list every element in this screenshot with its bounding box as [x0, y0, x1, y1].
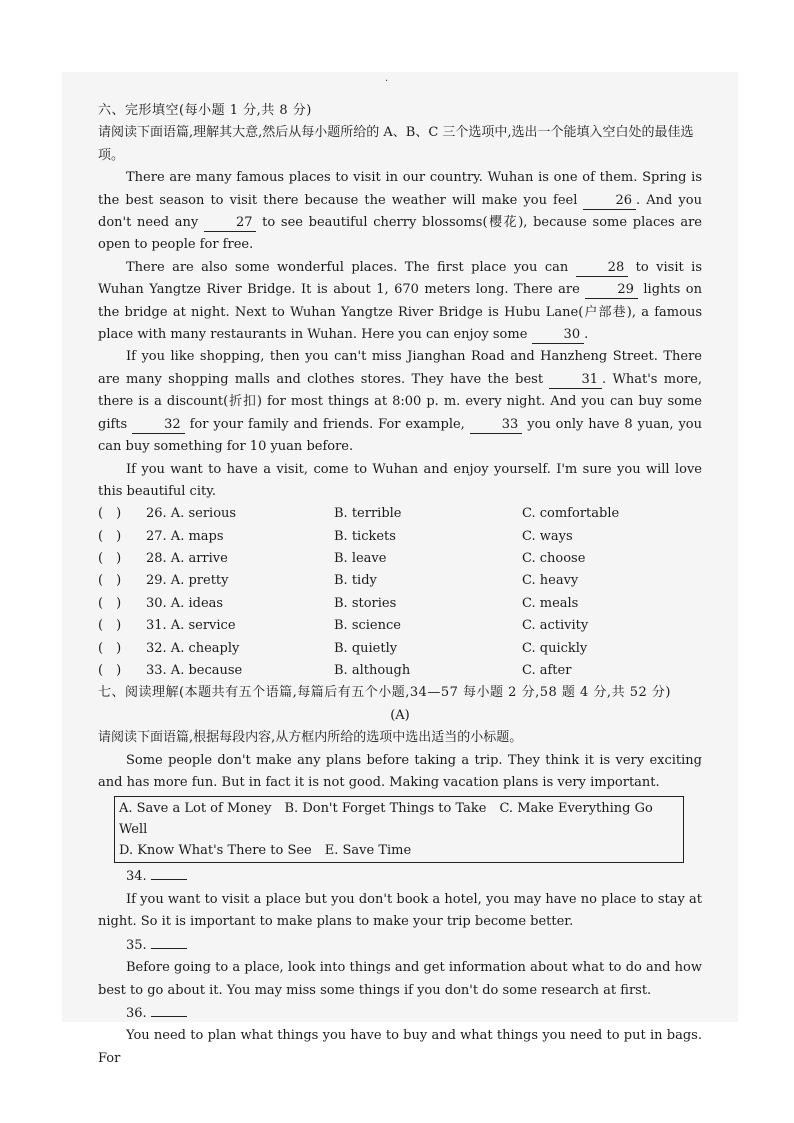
option-a: 33. A. because — [146, 663, 243, 679]
p3-text-1: If you like shopping, then you can't miss Jianghan Road and Hanzheng Street. There are many shopping malls and clothes stores. They have the best — [98, 349, 702, 387]
option-a: 29. A. pretty — [146, 573, 229, 589]
p3-text-4: you only have 8 yuan, you can buy something for 10 yuan before. — [98, 416, 702, 455]
option-row — [98, 593, 702, 615]
blank-32: 32 — [132, 417, 185, 434]
blank-26: 26 — [583, 193, 636, 210]
p1-text-1: There are many famous places to visit in our country. Wuhan is one of them. Spring is the best season to visit there because the weather will make you feel — [98, 170, 702, 208]
option-a: 28. A. arrive — [146, 551, 228, 567]
question-34 — [98, 865, 702, 888]
p1-text-3: to see beautiful cherry blossoms(樱花), because some places are open to people for free. — [98, 215, 702, 253]
answer-paren[interactable]: ( ) — [98, 551, 122, 567]
section6-title: 六、完形填空(每小题 1 分,共 8 分) — [98, 103, 312, 118]
option-row — [98, 570, 702, 592]
top-dot: · — [385, 76, 389, 87]
answer-paren[interactable]: ( ) — [98, 663, 122, 679]
option-b: B. although — [334, 663, 411, 679]
question-36-number: 36. — [126, 1005, 147, 1021]
answer-blank-34[interactable] — [151, 865, 187, 880]
option-c: C. ways — [522, 528, 573, 544]
answer-blank-36[interactable] — [151, 1002, 187, 1017]
p2-text-1: There are also some wonderful places. The first place you can — [126, 259, 569, 275]
option-a: 32. A. cheaply — [146, 640, 240, 656]
option-a: 26. A. serious — [146, 506, 237, 522]
p2-text-4: . — [584, 327, 589, 343]
section7-title: 七、阅读理解(本题共有五个语篇,每篇后有五个小题,34—57 每小题 2 分,58 题 4 分,共 52 分) — [98, 685, 671, 701]
option-a: 27. A. maps — [146, 528, 224, 544]
option-c: C. activity — [522, 618, 589, 634]
option-c: C. meals — [522, 595, 579, 611]
box-line-2: D. Know What's There to See E. Save Time — [119, 843, 412, 859]
p3-text-3: for your family and friends. For example, — [189, 416, 465, 432]
answer-paren[interactable]: ( ) — [98, 573, 122, 589]
option-row — [98, 638, 702, 660]
option-row — [98, 503, 702, 525]
answer-paren[interactable]: ( ) — [98, 640, 122, 656]
p1-text-2: . And you don't need any — [98, 192, 702, 231]
blank-30: 30 — [532, 327, 585, 344]
p2-text-2: to visit is Wuhan Yangtze River Bridge. It is about 1, 670 meters long. There are — [98, 259, 702, 298]
box-line-1: A. Save a Lot of Money B. Don't Forget Things to Take C. Make Everything Go Well — [119, 801, 653, 838]
blank-27: 27 — [204, 215, 257, 232]
exam-content — [98, 100, 702, 1070]
paragraph-35: Before going to a place, look into things and get information about what to do and how best to go about it. You may miss some things if you don't do some research at first. — [98, 960, 702, 998]
option-b: B. tickets — [334, 528, 396, 544]
option-c: C. choose — [522, 551, 586, 567]
question-36 — [98, 1002, 702, 1025]
reading-intro: Some people don't make any plans before taking a trip. They think it is very exciting and has more fun. But in fact it is not good. Making vacation plans is very important. — [98, 752, 702, 791]
paragraph-36: You need to plan what things you have to buy and what things you need to put in bags. For — [98, 1028, 702, 1066]
option-b: B. science — [334, 618, 401, 634]
option-a: 30. A. ideas — [146, 595, 224, 611]
answer-blank-35[interactable] — [151, 934, 187, 949]
blank-29: 29 — [585, 282, 638, 299]
blank-33: 33 — [470, 417, 523, 434]
option-b: B. stories — [334, 595, 397, 611]
cloze-paragraph-3 — [98, 346, 702, 458]
cloze-paragraph-4: If you want to have a visit, come to Wuhan and enjoy yourself. I'm sure you will love this beautiful city. — [98, 461, 702, 499]
cloze-paragraph-1 — [98, 167, 702, 257]
heading-options-box — [114, 796, 684, 863]
answer-paren[interactable]: ( ) — [98, 618, 122, 634]
p3-text-2: . What's more, there is a discount(折扣) for most things at 8:00 p. m. every night. And you can buy some gifts — [98, 371, 702, 432]
answer-paren[interactable]: ( ) — [98, 528, 122, 544]
option-b: B. quietly — [334, 640, 398, 656]
section7-instruction: 请阅读下面语篇,根据每段内容,从方框内所给的选项中选出适当的小标题。 — [98, 730, 523, 746]
options-list — [98, 503, 702, 682]
p2-text-3: lights on the bridge at night. Next to Wuhan Yangtze River Bridge is Hubu Lane(户部巷), a famous place with many restaurants in Wuhan. Here you can enjoy some — [98, 282, 702, 343]
paragraph-34: If you want to visit a place but you don't book a hotel, you may have no place to stay at night. So it is important to make plans to make your trip become better. — [98, 891, 702, 930]
option-row — [98, 615, 702, 637]
part-a-heading: (A) — [390, 707, 410, 723]
option-row — [98, 526, 702, 548]
option-c: C. quickly — [522, 640, 588, 656]
option-b: B. tidy — [334, 573, 377, 589]
option-a: 31. A. service — [146, 618, 236, 634]
section6-instruction: 请阅读下面语篇,理解其大意,然后从每小题所给的 A、B、C 三个选项中,选出一个能填入空白处的最佳选项。 — [98, 125, 694, 163]
question-35-number: 35. — [126, 937, 147, 953]
answer-paren[interactable]: ( ) — [98, 506, 122, 522]
option-b: B. terrible — [334, 506, 402, 522]
question-34-number: 34. — [126, 869, 147, 885]
blank-31: 31 — [549, 372, 602, 389]
question-35 — [98, 934, 702, 957]
option-c: C. heavy — [522, 573, 579, 589]
cloze-paragraph-2 — [98, 257, 702, 347]
option-c: C. comfortable — [522, 506, 620, 522]
option-row — [98, 660, 702, 682]
option-row — [98, 548, 702, 570]
answer-paren[interactable]: ( ) — [98, 595, 122, 611]
option-c: C. after — [522, 663, 572, 679]
blank-28: 28 — [576, 260, 629, 277]
option-b: B. leave — [334, 551, 387, 567]
